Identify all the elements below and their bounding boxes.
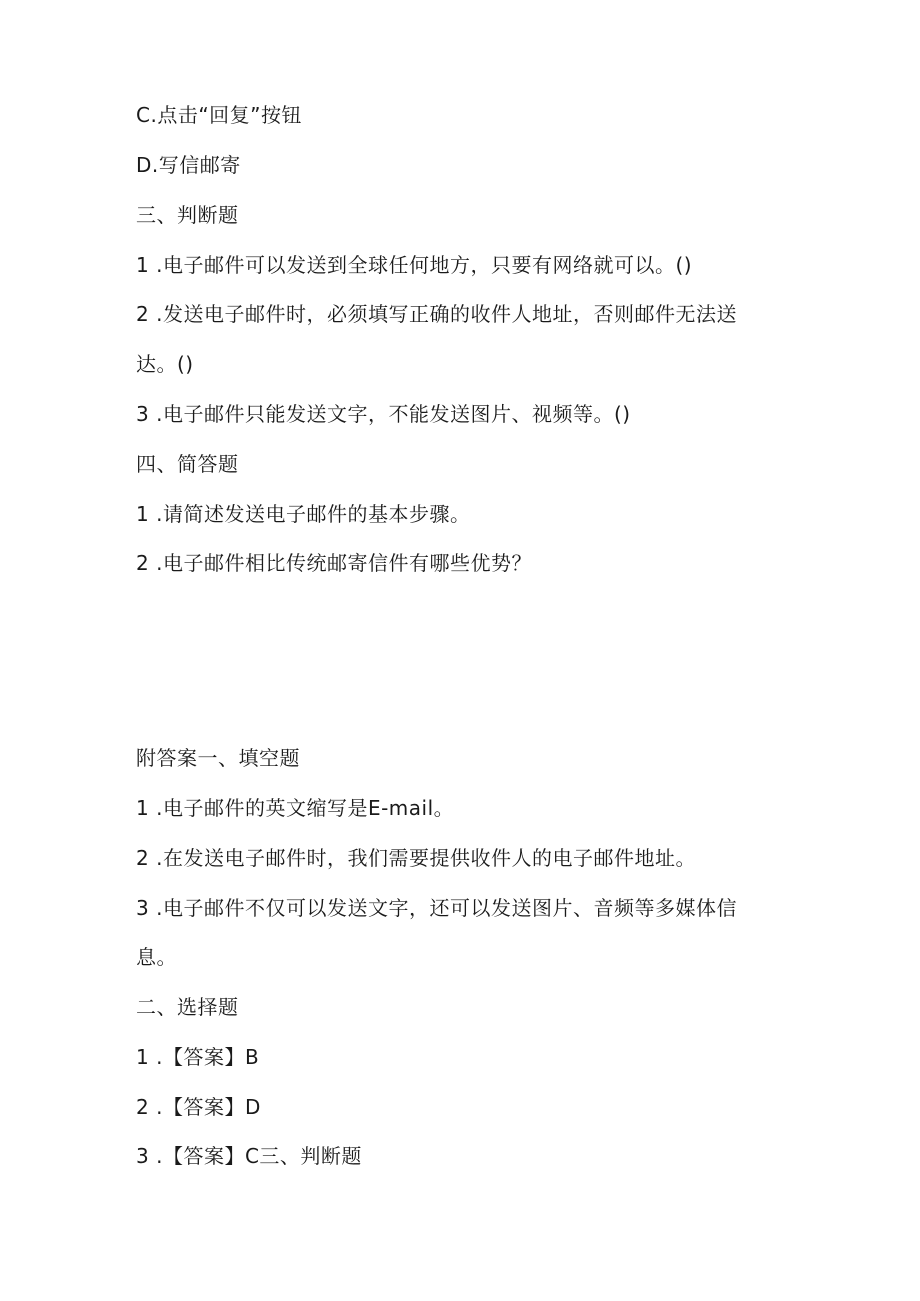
option-d: D.写信邮寄	[136, 153, 241, 177]
answer-choice-3: 3 .【答案】C三、判断题	[136, 1144, 362, 1168]
short-answer-question-2: 2 .电子邮件相比传统邮寄信件有哪些优势？	[136, 551, 532, 575]
answer-fill-blank-2: 2 .在发送电子邮件时，我们需要提供收件人的电子邮件地址。	[136, 846, 696, 870]
answer-choice-2: 2 .【答案】D	[136, 1095, 261, 1119]
true-false-question-2-cont: 达。()	[136, 352, 194, 376]
option-c: C.点击“回复”按钮	[136, 103, 303, 127]
answer-fill-blank-1: 1 .电子邮件的英文缩写是E-mail。	[136, 796, 455, 820]
short-answer-question-1: 1 .请简述发送电子邮件的基本步骤。	[136, 502, 471, 526]
true-false-question-1: 1 .电子邮件可以发送到全球任何地方，只要有网络就可以。()	[136, 253, 693, 277]
answers-heading-fill-blank: 附答案一、填空题	[136, 746, 300, 770]
section-heading-short-answer: 四、简答题	[136, 452, 239, 476]
answer-fill-blank-3-cont: 息。	[136, 945, 177, 969]
answers-heading-choice: 二、选择题	[136, 995, 239, 1019]
answer-fill-blank-3: 3 .电子邮件不仅可以发送文字，还可以发送图片、音频等多媒体信	[136, 896, 737, 920]
true-false-question-3: 3 .电子邮件只能发送文字，不能发送图片、视频等。()	[136, 402, 631, 426]
section-heading-true-false: 三、判断题	[136, 203, 239, 227]
answer-choice-1: 1 .【答案】B	[136, 1045, 260, 1069]
true-false-question-2: 2 .发送电子邮件时，必须填写正确的收件人地址，否则邮件无法送	[136, 302, 737, 326]
